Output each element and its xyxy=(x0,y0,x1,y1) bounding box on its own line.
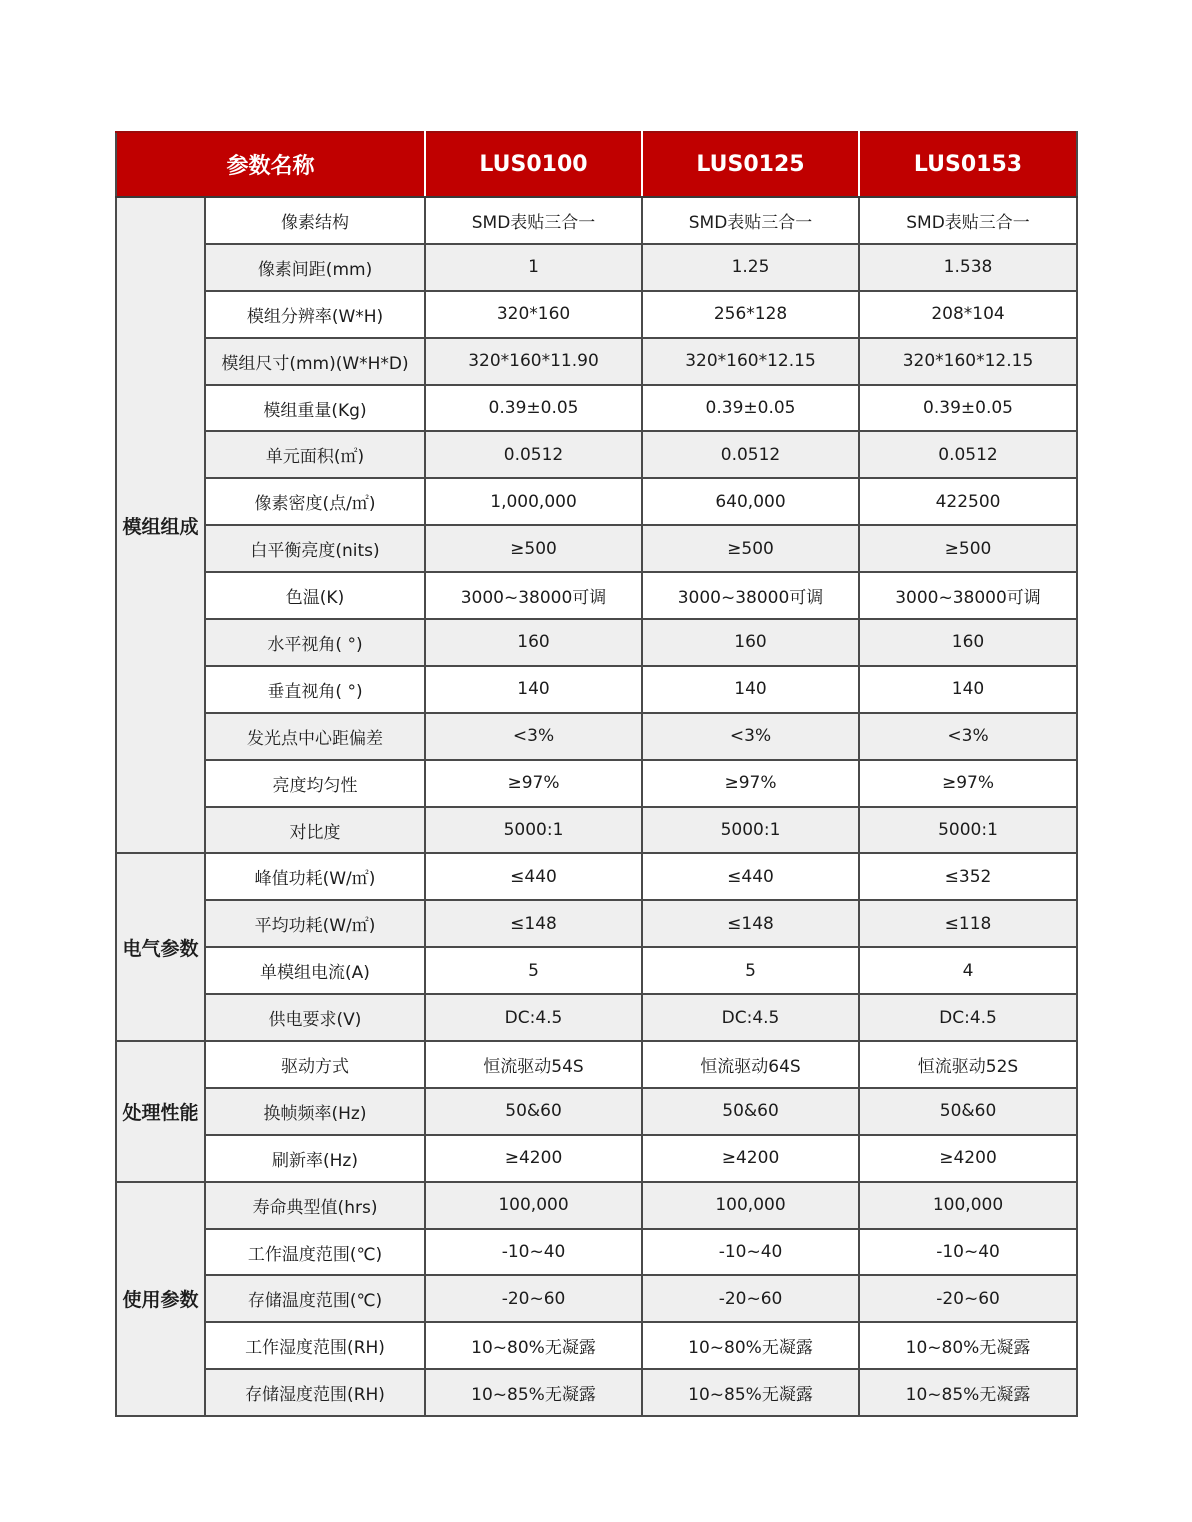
param-name-cell: 工作湿度范围(RH) xyxy=(205,1322,425,1369)
value-cell: -20~60 xyxy=(859,1275,1077,1322)
table-row xyxy=(116,1275,1077,1322)
value-cell: 10~85%无凝露 xyxy=(642,1369,859,1416)
value-cell: 100,000 xyxy=(425,1182,642,1229)
value-cell: 3000~38000可调 xyxy=(642,572,859,619)
value-cell: 50&60 xyxy=(425,1088,642,1135)
param-name-cell: 单模组电流(A) xyxy=(205,947,425,994)
value-cell: ≥97% xyxy=(642,760,859,807)
value-cell: <3% xyxy=(425,713,642,760)
table-row xyxy=(116,994,1077,1041)
param-name-cell: 平均功耗(W/㎡) xyxy=(205,900,425,947)
model-header-lus0125: LUS0125 xyxy=(642,132,859,197)
group-label-cell: 使用参数 xyxy=(116,1182,205,1416)
value-cell: DC:4.5 xyxy=(642,994,859,1041)
value-cell: <3% xyxy=(859,713,1077,760)
table-row xyxy=(116,572,1077,619)
table-row xyxy=(116,1322,1077,1369)
value-cell: 10~85%无凝露 xyxy=(425,1369,642,1416)
value-cell: -10~40 xyxy=(425,1229,642,1276)
param-name-cell: 单元面积(㎡) xyxy=(205,431,425,478)
value-cell: 5 xyxy=(425,947,642,994)
table-row xyxy=(116,1369,1077,1416)
value-cell: 0.39±0.05 xyxy=(642,385,859,432)
value-cell: 320*160*11.90 xyxy=(425,338,642,385)
value-cell: 5 xyxy=(642,947,859,994)
param-name-cell: 模组尺寸(mm)(W*H*D) xyxy=(205,338,425,385)
param-name-cell: 像素结构 xyxy=(205,197,425,244)
table-row xyxy=(116,431,1077,478)
param-name-cell: 模组分辨率(W*H) xyxy=(205,291,425,338)
group-label-cell: 模组组成 xyxy=(116,197,205,853)
value-cell: 1.538 xyxy=(859,244,1077,291)
value-cell: 3000~38000可调 xyxy=(859,572,1077,619)
value-cell: ≥4200 xyxy=(859,1135,1077,1182)
value-cell: 50&60 xyxy=(642,1088,859,1135)
value-cell: ≥97% xyxy=(859,760,1077,807)
table-row xyxy=(116,338,1077,385)
table-row xyxy=(116,900,1077,947)
value-cell: 140 xyxy=(859,666,1077,713)
param-name-cell: 驱动方式 xyxy=(205,1041,425,1088)
value-cell: 恒流驱动64S xyxy=(642,1041,859,1088)
value-cell: 1.25 xyxy=(642,244,859,291)
value-cell: ≥4200 xyxy=(642,1135,859,1182)
value-cell: 160 xyxy=(425,619,642,666)
value-cell: 320*160 xyxy=(425,291,642,338)
value-cell: ≥500 xyxy=(642,525,859,572)
value-cell: -20~60 xyxy=(425,1275,642,1322)
spec-table xyxy=(115,131,1078,1417)
table-row xyxy=(116,1182,1077,1229)
param-name-cell: 色温(K) xyxy=(205,572,425,619)
value-cell: 0.0512 xyxy=(859,431,1077,478)
value-cell: <3% xyxy=(642,713,859,760)
value-cell: 160 xyxy=(859,619,1077,666)
table-row xyxy=(116,1229,1077,1276)
value-cell: -10~40 xyxy=(642,1229,859,1276)
value-cell: 4 xyxy=(859,947,1077,994)
param-name-cell: 白平衡亮度(nits) xyxy=(205,525,425,572)
value-cell: 5000:1 xyxy=(642,807,859,854)
value-cell: 3000~38000可调 xyxy=(425,572,642,619)
table-row xyxy=(116,197,1077,244)
table-row xyxy=(116,947,1077,994)
param-name-cell: 对比度 xyxy=(205,807,425,854)
value-cell: 10~80%无凝露 xyxy=(425,1322,642,1369)
table-row xyxy=(116,244,1077,291)
value-cell: 160 xyxy=(642,619,859,666)
table-row xyxy=(116,1088,1077,1135)
param-name-cell: 存储湿度范围(RH) xyxy=(205,1369,425,1416)
param-name-cell: 像素间距(mm) xyxy=(205,244,425,291)
value-cell: 140 xyxy=(425,666,642,713)
param-name-cell: 发光点中心距偏差 xyxy=(205,713,425,760)
model-header-lus0153: LUS0153 xyxy=(859,132,1077,197)
value-cell: DC:4.5 xyxy=(425,994,642,1041)
param-name-cell: 寿命典型值(hrs) xyxy=(205,1182,425,1229)
value-cell: 422500 xyxy=(859,478,1077,525)
param-name-cell: 刷新率(Hz) xyxy=(205,1135,425,1182)
table-row xyxy=(116,1135,1077,1182)
param-name-cell: 水平视角( °) xyxy=(205,619,425,666)
param-name-cell: 供电要求(V) xyxy=(205,994,425,1041)
table-row xyxy=(116,807,1077,854)
param-name-cell: 模组重量(Kg) xyxy=(205,385,425,432)
param-name-cell: 工作温度范围(℃) xyxy=(205,1229,425,1276)
param-name-cell: 换帧频率(Hz) xyxy=(205,1088,425,1135)
value-cell: ≥4200 xyxy=(425,1135,642,1182)
table-row xyxy=(116,385,1077,432)
param-name-cell: 垂直视角( °) xyxy=(205,666,425,713)
table-row xyxy=(116,666,1077,713)
value-cell: 10~80%无凝露 xyxy=(642,1322,859,1369)
value-cell: 0.0512 xyxy=(425,431,642,478)
param-name-header: 参数名称 xyxy=(116,132,425,197)
value-cell: ≤148 xyxy=(425,900,642,947)
table-row xyxy=(116,713,1077,760)
value-cell: 5000:1 xyxy=(425,807,642,854)
value-cell: 320*160*12.15 xyxy=(859,338,1077,385)
value-cell: DC:4.5 xyxy=(859,994,1077,1041)
value-cell: 恒流驱动52S xyxy=(859,1041,1077,1088)
value-cell: 256*128 xyxy=(642,291,859,338)
group-label-cell: 电气参数 xyxy=(116,853,205,1041)
param-name-cell: 峰值功耗(W/㎡) xyxy=(205,853,425,900)
value-cell: 100,000 xyxy=(642,1182,859,1229)
value-cell: ≥500 xyxy=(425,525,642,572)
value-cell: 100,000 xyxy=(859,1182,1077,1229)
value-cell: 1 xyxy=(425,244,642,291)
value-cell: -10~40 xyxy=(859,1229,1077,1276)
value-cell: 10~85%无凝露 xyxy=(859,1369,1077,1416)
value-cell: ≥97% xyxy=(425,760,642,807)
table-row xyxy=(116,619,1077,666)
value-cell: SMD表贴三合一 xyxy=(859,197,1077,244)
value-cell: 5000:1 xyxy=(859,807,1077,854)
value-cell: 640,000 xyxy=(642,478,859,525)
value-cell: ≤118 xyxy=(859,900,1077,947)
value-cell: ≤148 xyxy=(642,900,859,947)
table-header-row xyxy=(116,132,1077,197)
value-cell: 50&60 xyxy=(859,1088,1077,1135)
value-cell: SMD表贴三合一 xyxy=(425,197,642,244)
value-cell: ≤352 xyxy=(859,853,1077,900)
value-cell: 0.0512 xyxy=(642,431,859,478)
param-name-cell: 存储温度范围(℃) xyxy=(205,1275,425,1322)
value-cell: ≤440 xyxy=(425,853,642,900)
table-row xyxy=(116,291,1077,338)
value-cell: 320*160*12.15 xyxy=(642,338,859,385)
table-row xyxy=(116,478,1077,525)
table-body xyxy=(116,197,1077,1416)
table-row xyxy=(116,525,1077,572)
value-cell: -20~60 xyxy=(642,1275,859,1322)
param-name-cell: 亮度均匀性 xyxy=(205,760,425,807)
value-cell: 140 xyxy=(642,666,859,713)
param-name-cell: 像素密度(点/㎡) xyxy=(205,478,425,525)
value-cell: 10~80%无凝露 xyxy=(859,1322,1077,1369)
value-cell: SMD表贴三合一 xyxy=(642,197,859,244)
table-row xyxy=(116,853,1077,900)
value-cell: ≤440 xyxy=(642,853,859,900)
value-cell: 0.39±0.05 xyxy=(425,385,642,432)
value-cell: ≥500 xyxy=(859,525,1077,572)
value-cell: 208*104 xyxy=(859,291,1077,338)
model-header-lus0100: LUS0100 xyxy=(425,132,642,197)
value-cell: 1,000,000 xyxy=(425,478,642,525)
value-cell: 0.39±0.05 xyxy=(859,385,1077,432)
table-row xyxy=(116,760,1077,807)
table-row xyxy=(116,1041,1077,1088)
value-cell: 恒流驱动54S xyxy=(425,1041,642,1088)
group-label-cell: 处理性能 xyxy=(116,1041,205,1182)
